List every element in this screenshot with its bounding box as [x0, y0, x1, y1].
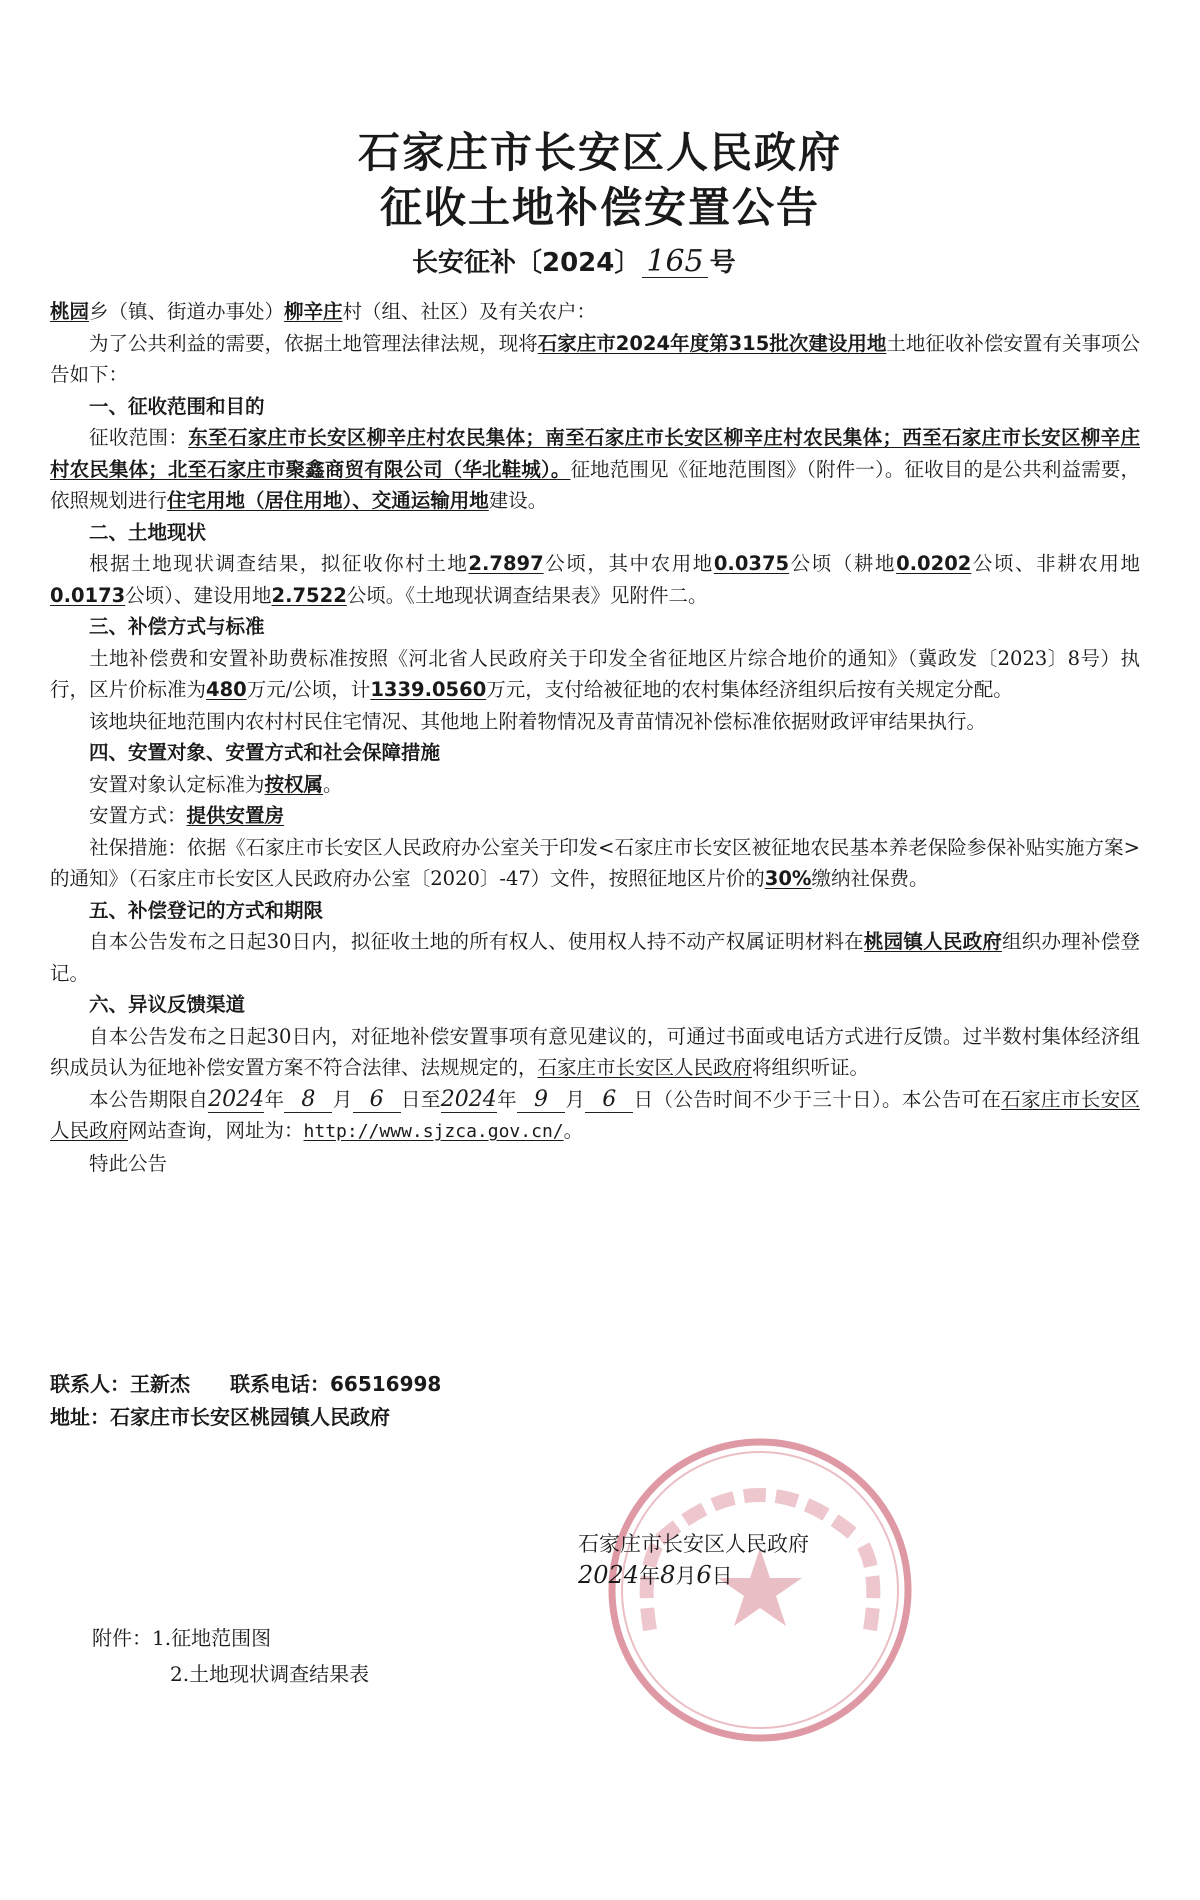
- end-day: 6: [585, 1088, 633, 1113]
- title-line1: 石家庄市长安区人民政府: [357, 128, 842, 177]
- docno-handwritten: 165: [642, 247, 707, 278]
- attachments: [92, 1620, 369, 1692]
- notice-period: 本公告期限自2024年 8 月 6 日至2024年 9 月 6 日（公告时间不少于三十日）。本公告可在石家庄市长安区人民政府网站查询，网址为：http://www.sjzca.gov.cn/。: [50, 1086, 1140, 1142]
- notice-body: [50, 296, 1140, 1179]
- issue-date: 2024年8月6日: [578, 1561, 733, 1589]
- section-5-paragraph: 自本公告发布之日起30日内，拟征收土地的所有权人、使用权人持不动产权属证明材料在桃园镇人民政府组织办理补偿登记。: [50, 930, 1140, 985]
- section-3-paragraph-1: 土地补偿费和安置补助费标准按照《河北省人民政府关于印发全省征地区片综合地价的通知》（冀政发〔2023〕8号）执行，区片价标准为480万元/公顷，计1339.0560万元，支付给被征地的农村集体经济组织后按有关规定分配。: [50, 646, 1140, 701]
- docno-prefix: 长安征补〔2024〕: [412, 248, 641, 278]
- end-year: 2024: [440, 1086, 497, 1112]
- document-number: [412, 242, 736, 279]
- official-seal: [600, 1430, 920, 1750]
- issuer-name: 石家庄市长安区人民政府: [578, 1532, 809, 1556]
- intro-paragraph: 为了公共利益的需要，依据土地管理法律法规，现将石家庄市2024年度第315批次建设用地土地征收补偿安置有关事项公告如下：: [50, 331, 1140, 386]
- contact-phone: 66516998: [330, 1372, 442, 1396]
- contact-person: 王新杰: [130, 1372, 190, 1396]
- attachment-2: 2.土地现状调查结果表: [170, 1662, 370, 1686]
- section-5-heading: 五、补偿登记的方式和期限: [89, 898, 324, 922]
- title-line2: 征收土地补偿安置公告: [379, 183, 820, 232]
- attachment-1: 附件：1.征地范围图: [92, 1626, 272, 1650]
- section-2-heading: 二、土地现状: [89, 520, 207, 544]
- section-6-paragraph: 自本公告发布之日起30日内，对征地补偿安置事项有意见建议的，可通过书面或电话方式进行反馈。过半数村集体经济组织成员认为征地补偿安置方案不符合法律、法规规定的，石家庄市长安区人民政府将组织听证。: [50, 1024, 1140, 1079]
- section-4-method: 安置方式：提供安置房: [89, 804, 285, 827]
- salutation: 桃园乡（镇、街道办事处）柳辛庄村（组、社区）及有关农户：: [50, 300, 597, 323]
- contact-line: 联系人：王新杰 联系电话：66516998: [50, 1372, 442, 1396]
- address-line: 地址：石家庄市长安区桃园镇人民政府: [50, 1405, 390, 1429]
- section-4-target: 安置对象认定标准为按权属。: [89, 772, 343, 796]
- start-day: 6: [353, 1088, 401, 1113]
- section-4-social: 社保措施：依据《石家庄市长安区人民政府办公室关于印发<石家庄市长安区被征地农民基本养老保险参保补贴实施方案>的通知》（石家庄市长安区人民政府办公室〔2020〕-47）文件，按照征地区片价的30%缴纳社保费。: [50, 835, 1140, 890]
- closing-text: 特此公告: [89, 1151, 168, 1175]
- section-3-paragraph-2: 该地块征地范围内农村村民住宅情况、其他地上附着物情况及青苗情况补偿标准依据财政评审结果执行。: [89, 709, 987, 733]
- website-link[interactable]: http://www.sjzca.gov.cn/: [303, 1121, 564, 1142]
- section-1-heading: 一、征收范围和目的: [89, 394, 265, 418]
- contact-address: 石家庄市长安区桃园镇人民政府: [110, 1405, 390, 1429]
- section-1-paragraph: 征收范围：东至石家庄市长安区柳辛庄村农民集体；南至石家庄市长安区柳辛庄村农民集体；西至石家庄市长安区柳辛庄村农民集体；北至石家庄市聚鑫商贸有限公司（华北鞋城）。征地范围见《征地范围图》（附件一）。征收目的是公共利益需要，依照规划进行住宅用地（居住用地）、交通运输用地建设。: [50, 426, 1140, 512]
- end-month: 9: [517, 1088, 565, 1113]
- docno-suffix: 号: [709, 248, 736, 278]
- start-year: 2024: [208, 1086, 265, 1112]
- section-6-heading: 六、异议反馈渠道: [89, 993, 246, 1016]
- section-3-heading: 三、补偿方式与标准: [89, 615, 265, 638]
- section-2-paragraph: 根据土地现状调查结果，拟征收你村土地2.7897公顷，其中农用地0.0375公顷（耕地0.0202公顷、非耕农用地0.0173公顷）、建设用地2.7522公顷。《土地现状调查结果表》见附件二。: [50, 552, 1140, 607]
- contact-block: [50, 1368, 441, 1434]
- section-4-heading: 四、安置对象、安置方式和社会保障措施: [89, 741, 441, 764]
- start-month: 8: [284, 1088, 332, 1113]
